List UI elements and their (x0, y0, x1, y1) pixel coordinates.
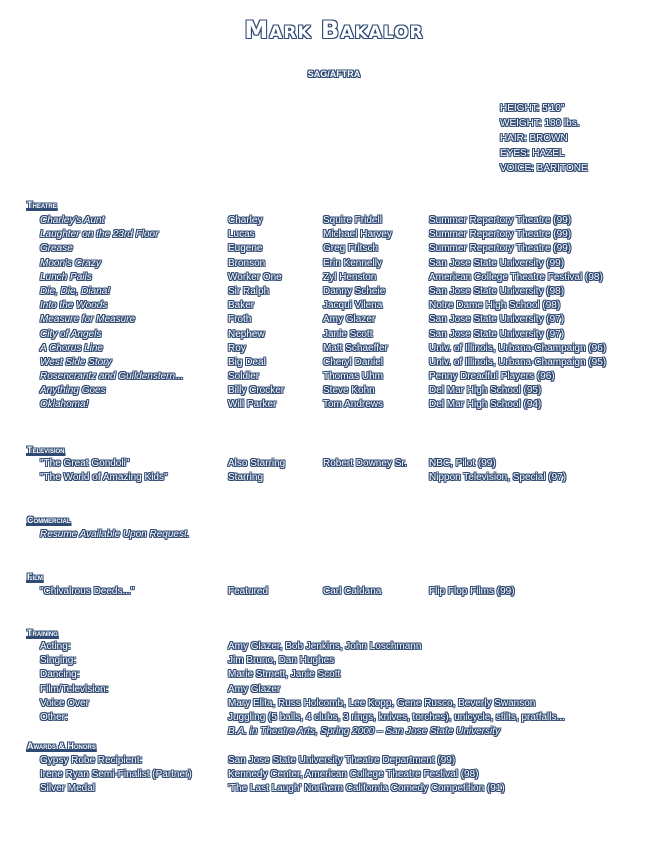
training-value: Mary Elita, Russ Holcomb, Lee Kopp, Gene Rusco, Beverly Swanson (228, 697, 536, 709)
company: Penny Dreadful Players (96) (429, 371, 555, 383)
company: Del Mar High School (95) (429, 385, 542, 397)
awards-heading: Awards & Honors (27, 741, 96, 751)
company: Nippon Television, Special (97) (429, 472, 567, 484)
show-title: City of Angels (40, 328, 102, 340)
physical-stats (500, 101, 588, 176)
award-value: Kennedy Center, American College Theatre Festival (98) (228, 769, 479, 781)
role: Sir Ralph (228, 285, 270, 297)
director: Zyl Henston (323, 271, 377, 283)
company: San Jose State University (98) (429, 285, 565, 297)
director: Janie Scott (323, 328, 373, 340)
show-title: Die, Die, Diana! (40, 285, 111, 297)
company: Summer Repertory Theatre (99) (429, 243, 572, 255)
show-title: Lunch Pails (40, 271, 92, 283)
role: Eugene (228, 243, 263, 255)
training-label: Singing: (40, 655, 77, 667)
training-value: Jim Bruno, Dan Hughes (228, 655, 335, 667)
hair-stat: HAIR: BROWN (500, 133, 568, 144)
show-title: Oklahoma! (40, 399, 89, 411)
role: Roy (228, 342, 246, 354)
company: San Jose State University (97) (429, 328, 565, 340)
weight-stat: WEIGHT: 180 lbs. (500, 118, 580, 129)
training-value: Amy Glazer, Bob Jenkins, John Loschmann (228, 641, 422, 652)
award-value: 'The Last Laugh' Northern California Comedy Competition (91) (228, 783, 505, 795)
award-label: Irene Ryan Semi-Finalist (Partner) (40, 769, 192, 781)
award-value: San Jose State University Theatre Department (99) (228, 755, 456, 766)
role: Baker (228, 300, 255, 312)
actor-name: Mark Bakalor (244, 16, 424, 44)
show-title: Anything Goes (40, 385, 106, 397)
role: Worker One (228, 271, 282, 283)
award-label: Gypsy Robe Recipient: (40, 755, 143, 766)
show-title: Measure for Measure (40, 314, 136, 326)
role: Lucas (228, 229, 255, 241)
training-label: Voice Over (40, 697, 89, 709)
height-stat: HEIGHT: 5'10" (500, 103, 565, 114)
show-title: Laughter on the 23rd Floor (40, 229, 159, 241)
award-label: Silver Medal (40, 783, 96, 795)
director: Squire Fridell (323, 215, 382, 226)
show-title: Charley's Aunt (40, 215, 105, 226)
director: Tom Andrews (323, 399, 384, 411)
training-heading: Training (27, 628, 58, 638)
role: Charley (228, 215, 263, 226)
company: San Jose State University (99) (429, 257, 565, 269)
film-heading: Film (27, 572, 43, 582)
role: Big Deal (228, 356, 266, 368)
training-value: Amy Glazer (228, 683, 281, 695)
commercial-note: Resume Available Upon Request. (40, 529, 190, 540)
role: Nephew (228, 328, 265, 340)
company: Flip Flop Films (99) (429, 586, 515, 597)
voice-stat: VOICE: BARITONE (500, 163, 588, 174)
company: Univ. of Illinois, Urbana-Champaign (96) (429, 342, 607, 354)
director: Cheryl Daniel (323, 356, 384, 368)
director: Danny Scheie (323, 285, 386, 297)
training-label: Acting: (40, 641, 71, 652)
show-title: Rosencrantz and Guildenstern... (40, 371, 184, 383)
show-title: Moon's Crazy (40, 257, 101, 269)
role: Featured (228, 586, 269, 597)
role: Also Starring (228, 458, 286, 469)
director: Matt Schaeffer (323, 342, 388, 354)
show-title: Grease (40, 243, 73, 255)
company: Summer Repertory Theatre (99) (429, 215, 572, 226)
union-affiliation: SAG/AFTRA (307, 69, 361, 79)
director: Jacqui Vilena (323, 300, 383, 312)
company: Notre Dame High School (98) (429, 300, 561, 312)
company: San Jose State University (97) (429, 314, 565, 326)
show-title: A Chorus Line (40, 342, 103, 354)
company: Del Mar High School (94) (429, 399, 542, 411)
show-title: "The Great Gondoli" (40, 458, 130, 469)
director: Greg Fritsch (323, 243, 379, 255)
degree: B.A. in Theatre Arts, Spring 2000 – San Jose State University (228, 726, 500, 738)
role: Starring (228, 472, 264, 484)
director: Thomas Uhm (323, 371, 384, 383)
director: Michael Harvey (323, 229, 392, 241)
company: Summer Repertory Theatre (99) (429, 229, 572, 241)
director: Robert Downey Sr. (323, 458, 407, 469)
company: NBC, Pilot (99) (429, 458, 496, 469)
show-title: "The World of Amazing Kids" (40, 472, 168, 484)
role: Soldier (228, 371, 260, 383)
role: Froth (228, 314, 252, 326)
show-title: "Chivalrous Deeds..." (40, 586, 135, 597)
television-heading: Television (27, 445, 65, 455)
training-value: Juggling (5 balls, 4 clubs, 3 rings, knives, torches), unicycle, stilts, pratfalls... (228, 711, 565, 723)
director: Erin Kennelly (323, 257, 382, 269)
theatre-heading: Theatre (27, 200, 57, 210)
commercial-heading: Commercial (27, 515, 71, 525)
training-label: Dancing: (40, 669, 80, 681)
show-title: Into the Woods (40, 300, 108, 312)
training-label: Film/Television: (40, 683, 109, 695)
show-title: West Side Story (40, 356, 112, 368)
training-label: Other: (40, 711, 68, 723)
role: Bronson (228, 257, 266, 269)
role: Billy Crocker (228, 385, 285, 397)
director: Amy Glazer (323, 314, 376, 326)
company: American College Theatre Festival (98) (429, 271, 603, 283)
training-value: Marie Strnett, Janie Scott (228, 669, 341, 681)
role: Will Parker (228, 399, 277, 411)
director: Steve Kohn (323, 385, 375, 397)
eyes-stat: EYES: HAZEL (500, 148, 565, 159)
company: Univ. of Illinois, Urbana-Champaign (95) (429, 356, 607, 368)
director: Carl Caldana (323, 586, 382, 597)
